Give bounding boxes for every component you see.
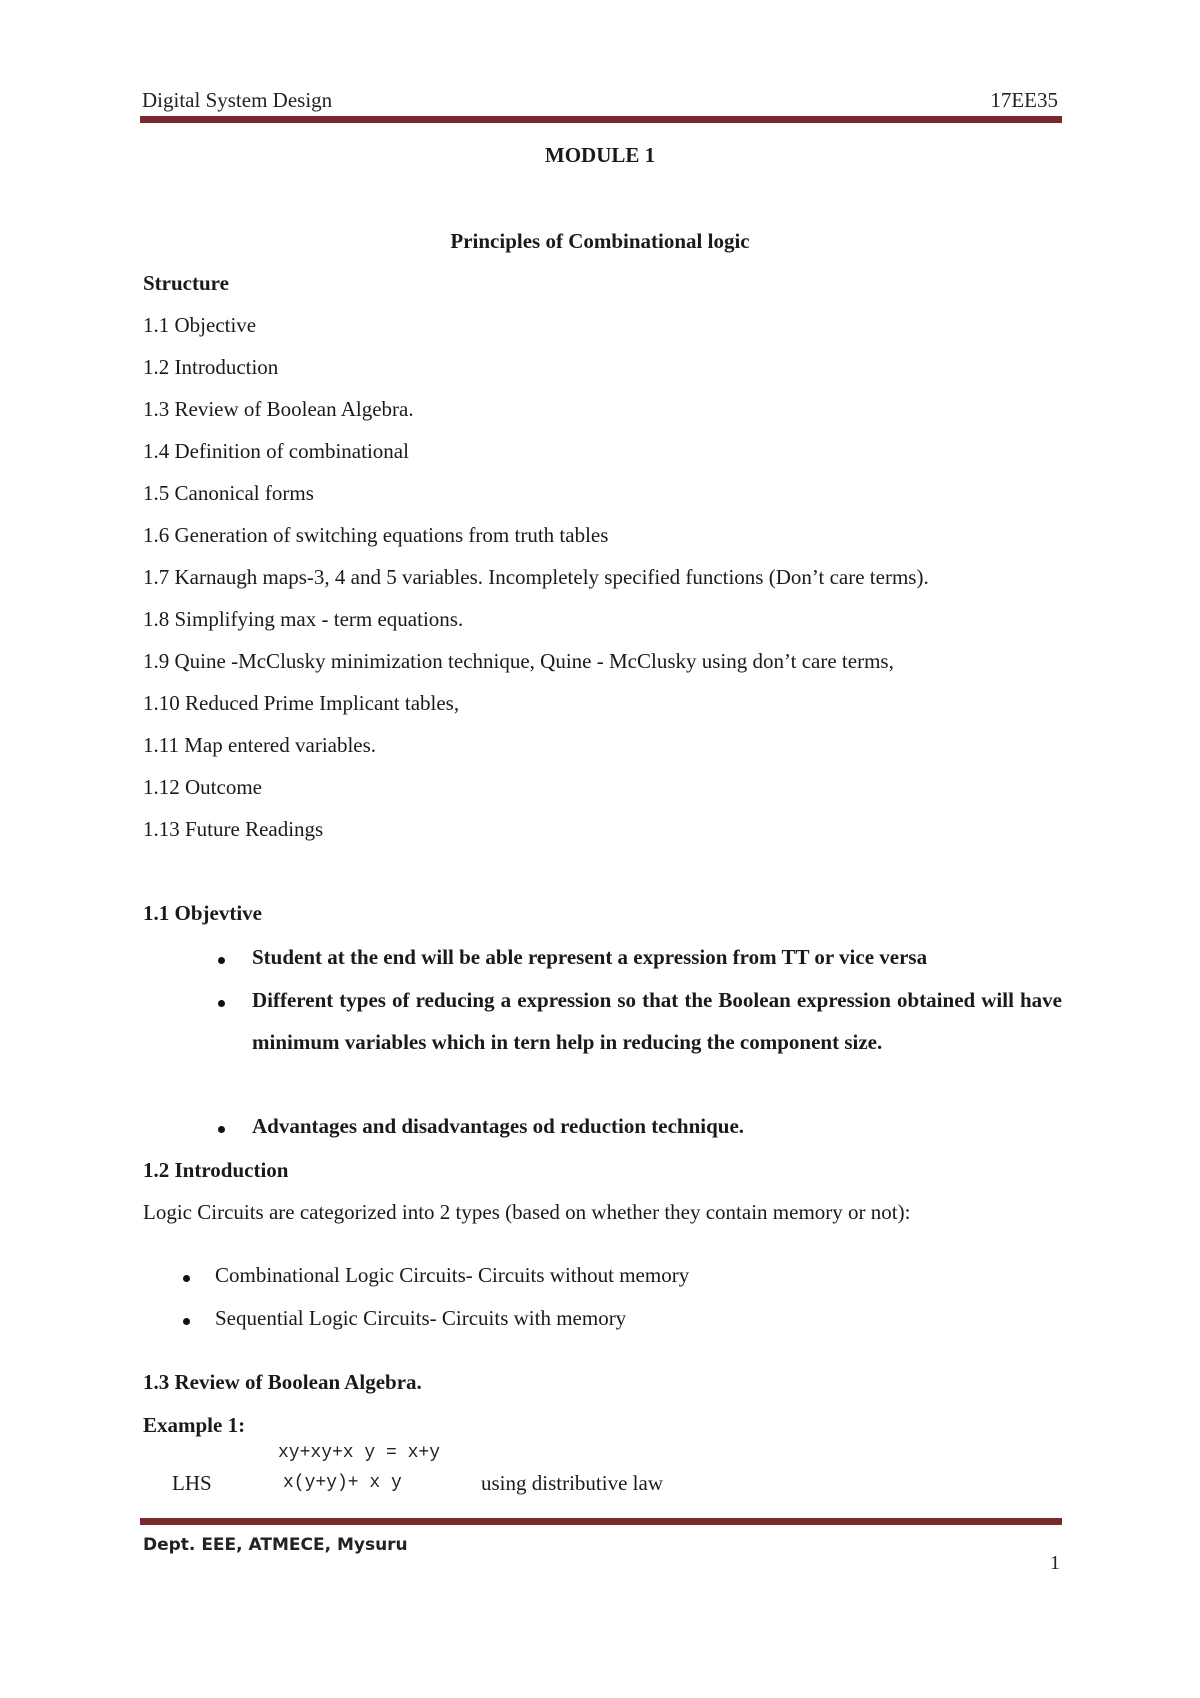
footer-rule [140, 1518, 1062, 1525]
toc-item: 1.7 Karnaugh maps-3, 4 and 5 variables. Incompletely specified functions (Don’t care terms). [143, 565, 929, 589]
introduction-bullet: Sequential Logic Circuits- Circuits with memory [215, 1306, 627, 1330]
toc-item: 1.4 Definition of combinational [143, 439, 409, 463]
lhs-note: using distributive law [481, 1471, 663, 1495]
toc-item: 1.2 Introduction [143, 355, 279, 379]
bullet-icon [218, 1126, 225, 1133]
objective-bullet: Advantages and disadvantages od reduction technique. [252, 1114, 745, 1138]
toc-item: 1.5 Canonical forms [143, 481, 314, 505]
toc-item: 1.11 Map entered variables. [143, 733, 377, 757]
bullet-icon [218, 1000, 225, 1007]
header-course-code: 17EE35 [990, 88, 1058, 112]
footer-department: Dept. EEE, ATMECE, Mysuru [143, 1535, 408, 1555]
toc-item: 1.1 Objective [143, 313, 257, 337]
review-heading: 1.3 Review of Boolean Algebra. [143, 1370, 422, 1394]
toc-item: 1.6 Generation of switching equations from truth tables [143, 523, 609, 547]
module-title: MODULE 1 [544, 143, 656, 167]
objective-bullet: Student at the end will be able represent a expression from TT or vice versa [252, 945, 928, 969]
bullet-icon [218, 957, 225, 964]
toc-item: 1.12 Outcome [143, 775, 262, 799]
example-label: Example 1: [143, 1413, 246, 1437]
bullet-icon [183, 1275, 190, 1282]
chapter-title: Principles of Combinational logic [450, 229, 750, 253]
toc-item: 1.3 Review of Boolean Algebra. [143, 397, 414, 421]
example-equation: xy+xy+x y = x+y [278, 1443, 441, 1463]
bullet-icon [183, 1318, 190, 1325]
lhs-expression: x(y+y)+ x y [283, 1473, 402, 1493]
introduction-heading: 1.2 Introduction [143, 1158, 289, 1182]
introduction-bullet: Combinational Logic Circuits- Circuits without memory [215, 1263, 690, 1287]
page-number: 1 [1050, 1552, 1060, 1574]
objective-bullet: Different types of reducing a expression so that the Boolean expression obtained will have minimum variables which in tern help in reducing the component size. [252, 988, 1062, 1054]
lhs-label: LHS [172, 1471, 212, 1495]
objective-heading: 1.1 Objevtive [143, 901, 262, 925]
toc-item: 1.8 Simplifying max - term equations. [143, 607, 464, 631]
introduction-paragraph: Logic Circuits are categorized into 2 types (based on whether they contain memory or not): [143, 1200, 911, 1224]
toc-item: 1.10 Reduced Prime Implicant tables, [143, 691, 460, 715]
toc-item: 1.13 Future Readings [143, 817, 324, 841]
header-course-title: Digital System Design [142, 88, 333, 112]
header-rule [140, 116, 1062, 123]
toc-item: 1.9 Quine -McClusky minimization technique, Quine - McClusky using don’t care terms, [143, 649, 894, 673]
structure-heading: Structure [143, 271, 229, 295]
